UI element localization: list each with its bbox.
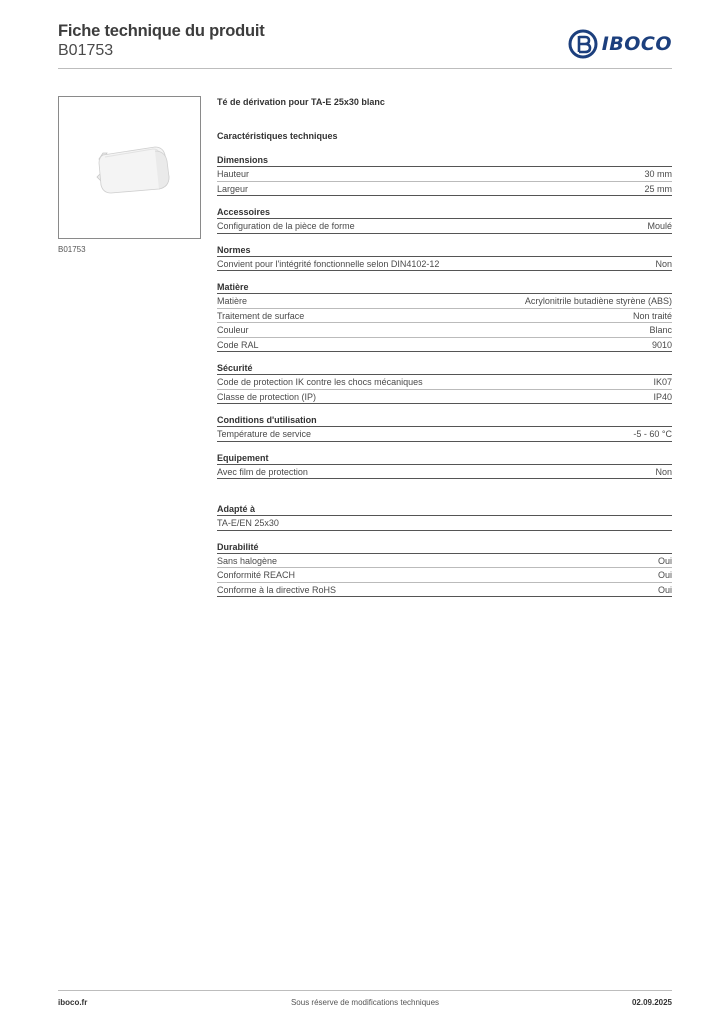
spec-row bbox=[217, 257, 672, 272]
spec-row bbox=[217, 323, 672, 338]
disclaimer-text: Sous réserve de modifications techniques bbox=[290, 998, 440, 1007]
spec-value: Oui bbox=[657, 570, 672, 580]
spec-row bbox=[217, 182, 672, 197]
section-material bbox=[217, 281, 672, 352]
spec-value: Non bbox=[655, 258, 672, 269]
spec-row bbox=[217, 427, 672, 442]
product-image bbox=[58, 96, 201, 239]
spec-value: Oui bbox=[657, 555, 672, 566]
spec-value: IP40 bbox=[653, 391, 672, 402]
spec-label: Conforme à la directive RoHS bbox=[217, 584, 337, 595]
spec-label: Code de protection IK contre les chocs mécaniques bbox=[217, 377, 423, 387]
spec-row bbox=[217, 554, 672, 569]
logo-wordmark: IBOCO bbox=[601, 33, 672, 55]
spec-value: Blanc bbox=[649, 325, 672, 335]
section-title: Durabilité bbox=[217, 541, 672, 554]
spec-row bbox=[217, 375, 672, 390]
product-name: Té de dérivation pour TA-E 25x30 blanc bbox=[217, 97, 385, 107]
spec-value: Non traité bbox=[632, 310, 672, 321]
spec-value: Non bbox=[655, 466, 672, 477]
spec-row bbox=[217, 167, 672, 182]
section-title: Accessoires bbox=[217, 206, 672, 219]
section-dimensions bbox=[217, 154, 672, 196]
spec-value: -5 - 60 °C bbox=[633, 429, 672, 439]
spec-row bbox=[217, 390, 672, 405]
spec-label: Couleur bbox=[217, 325, 249, 335]
section-sustainability bbox=[217, 541, 672, 598]
section-standards bbox=[217, 244, 672, 272]
product-code: B01753 bbox=[58, 42, 114, 59]
spec-label: Configuration de la pièce de forme bbox=[217, 221, 355, 231]
spec-value: 9010 bbox=[651, 339, 672, 350]
document-title: Fiche technique du produit bbox=[58, 22, 265, 40]
section-safety bbox=[217, 362, 672, 404]
page-footer bbox=[58, 998, 672, 1010]
section-title: Sécurité bbox=[217, 362, 672, 375]
spec-label: Température de service bbox=[217, 429, 312, 439]
spec-label: Traitement de surface bbox=[217, 310, 305, 321]
section-title: Matière bbox=[217, 281, 672, 294]
spec-value: IK07 bbox=[653, 377, 672, 387]
spec-label: Avec film de protection bbox=[217, 466, 308, 477]
section-title: Conditions d'utilisation bbox=[217, 414, 672, 427]
spec-label: Largeur bbox=[217, 183, 249, 194]
spec-row bbox=[217, 465, 672, 480]
header-divider bbox=[58, 68, 672, 69]
spec-label: Conformité REACH bbox=[217, 570, 296, 580]
page-header bbox=[58, 22, 672, 70]
section-operating-conditions bbox=[217, 414, 672, 442]
image-caption: B01753 bbox=[58, 245, 86, 254]
spec-label: Classe de protection (IP) bbox=[217, 391, 317, 402]
section-equipment bbox=[217, 452, 672, 480]
spec-label: Convient pour l'intégrité fonctionnelle selon DIN4102-12 bbox=[217, 258, 440, 269]
spec-label: Hauteur bbox=[217, 169, 250, 179]
document-date: 02.09.2025 bbox=[631, 998, 672, 1007]
spec-label: Sans halogène bbox=[217, 555, 278, 566]
spec-value: 30 mm bbox=[644, 169, 672, 179]
website-link[interactable]: iboco.fr bbox=[58, 998, 88, 1007]
spec-value: 25 mm bbox=[644, 183, 672, 194]
spec-label: Matière bbox=[217, 296, 248, 306]
spec-row bbox=[217, 568, 672, 583]
spec-row bbox=[217, 338, 672, 353]
iboco-logo-icon bbox=[568, 29, 598, 59]
specification-content bbox=[217, 96, 672, 597]
section-compatible-with bbox=[217, 503, 672, 531]
section-title: Adapté à bbox=[217, 503, 672, 516]
section-title: Dimensions bbox=[217, 154, 672, 167]
spec-label: TA-E/EN 25x30 bbox=[217, 518, 279, 528]
spec-row bbox=[217, 294, 672, 309]
spec-value: Oui bbox=[657, 584, 672, 595]
spec-row bbox=[217, 309, 672, 324]
tee-fitting-image-icon bbox=[59, 97, 200, 238]
technical-characteristics-heading: Caractéristiques techniques bbox=[217, 131, 338, 141]
spec-row bbox=[217, 583, 672, 598]
brand-logo bbox=[568, 29, 672, 59]
section-accessories bbox=[217, 206, 672, 234]
spec-value: Acrylonitrile butadiène styrène (ABS) bbox=[524, 296, 672, 306]
footer-divider bbox=[58, 990, 672, 991]
spec-row bbox=[217, 516, 672, 531]
spec-label: Code RAL bbox=[217, 339, 259, 350]
spec-row bbox=[217, 219, 672, 234]
spec-value: Moulé bbox=[647, 221, 672, 231]
section-title: Normes bbox=[217, 244, 672, 257]
section-title: Equipement bbox=[217, 452, 672, 465]
